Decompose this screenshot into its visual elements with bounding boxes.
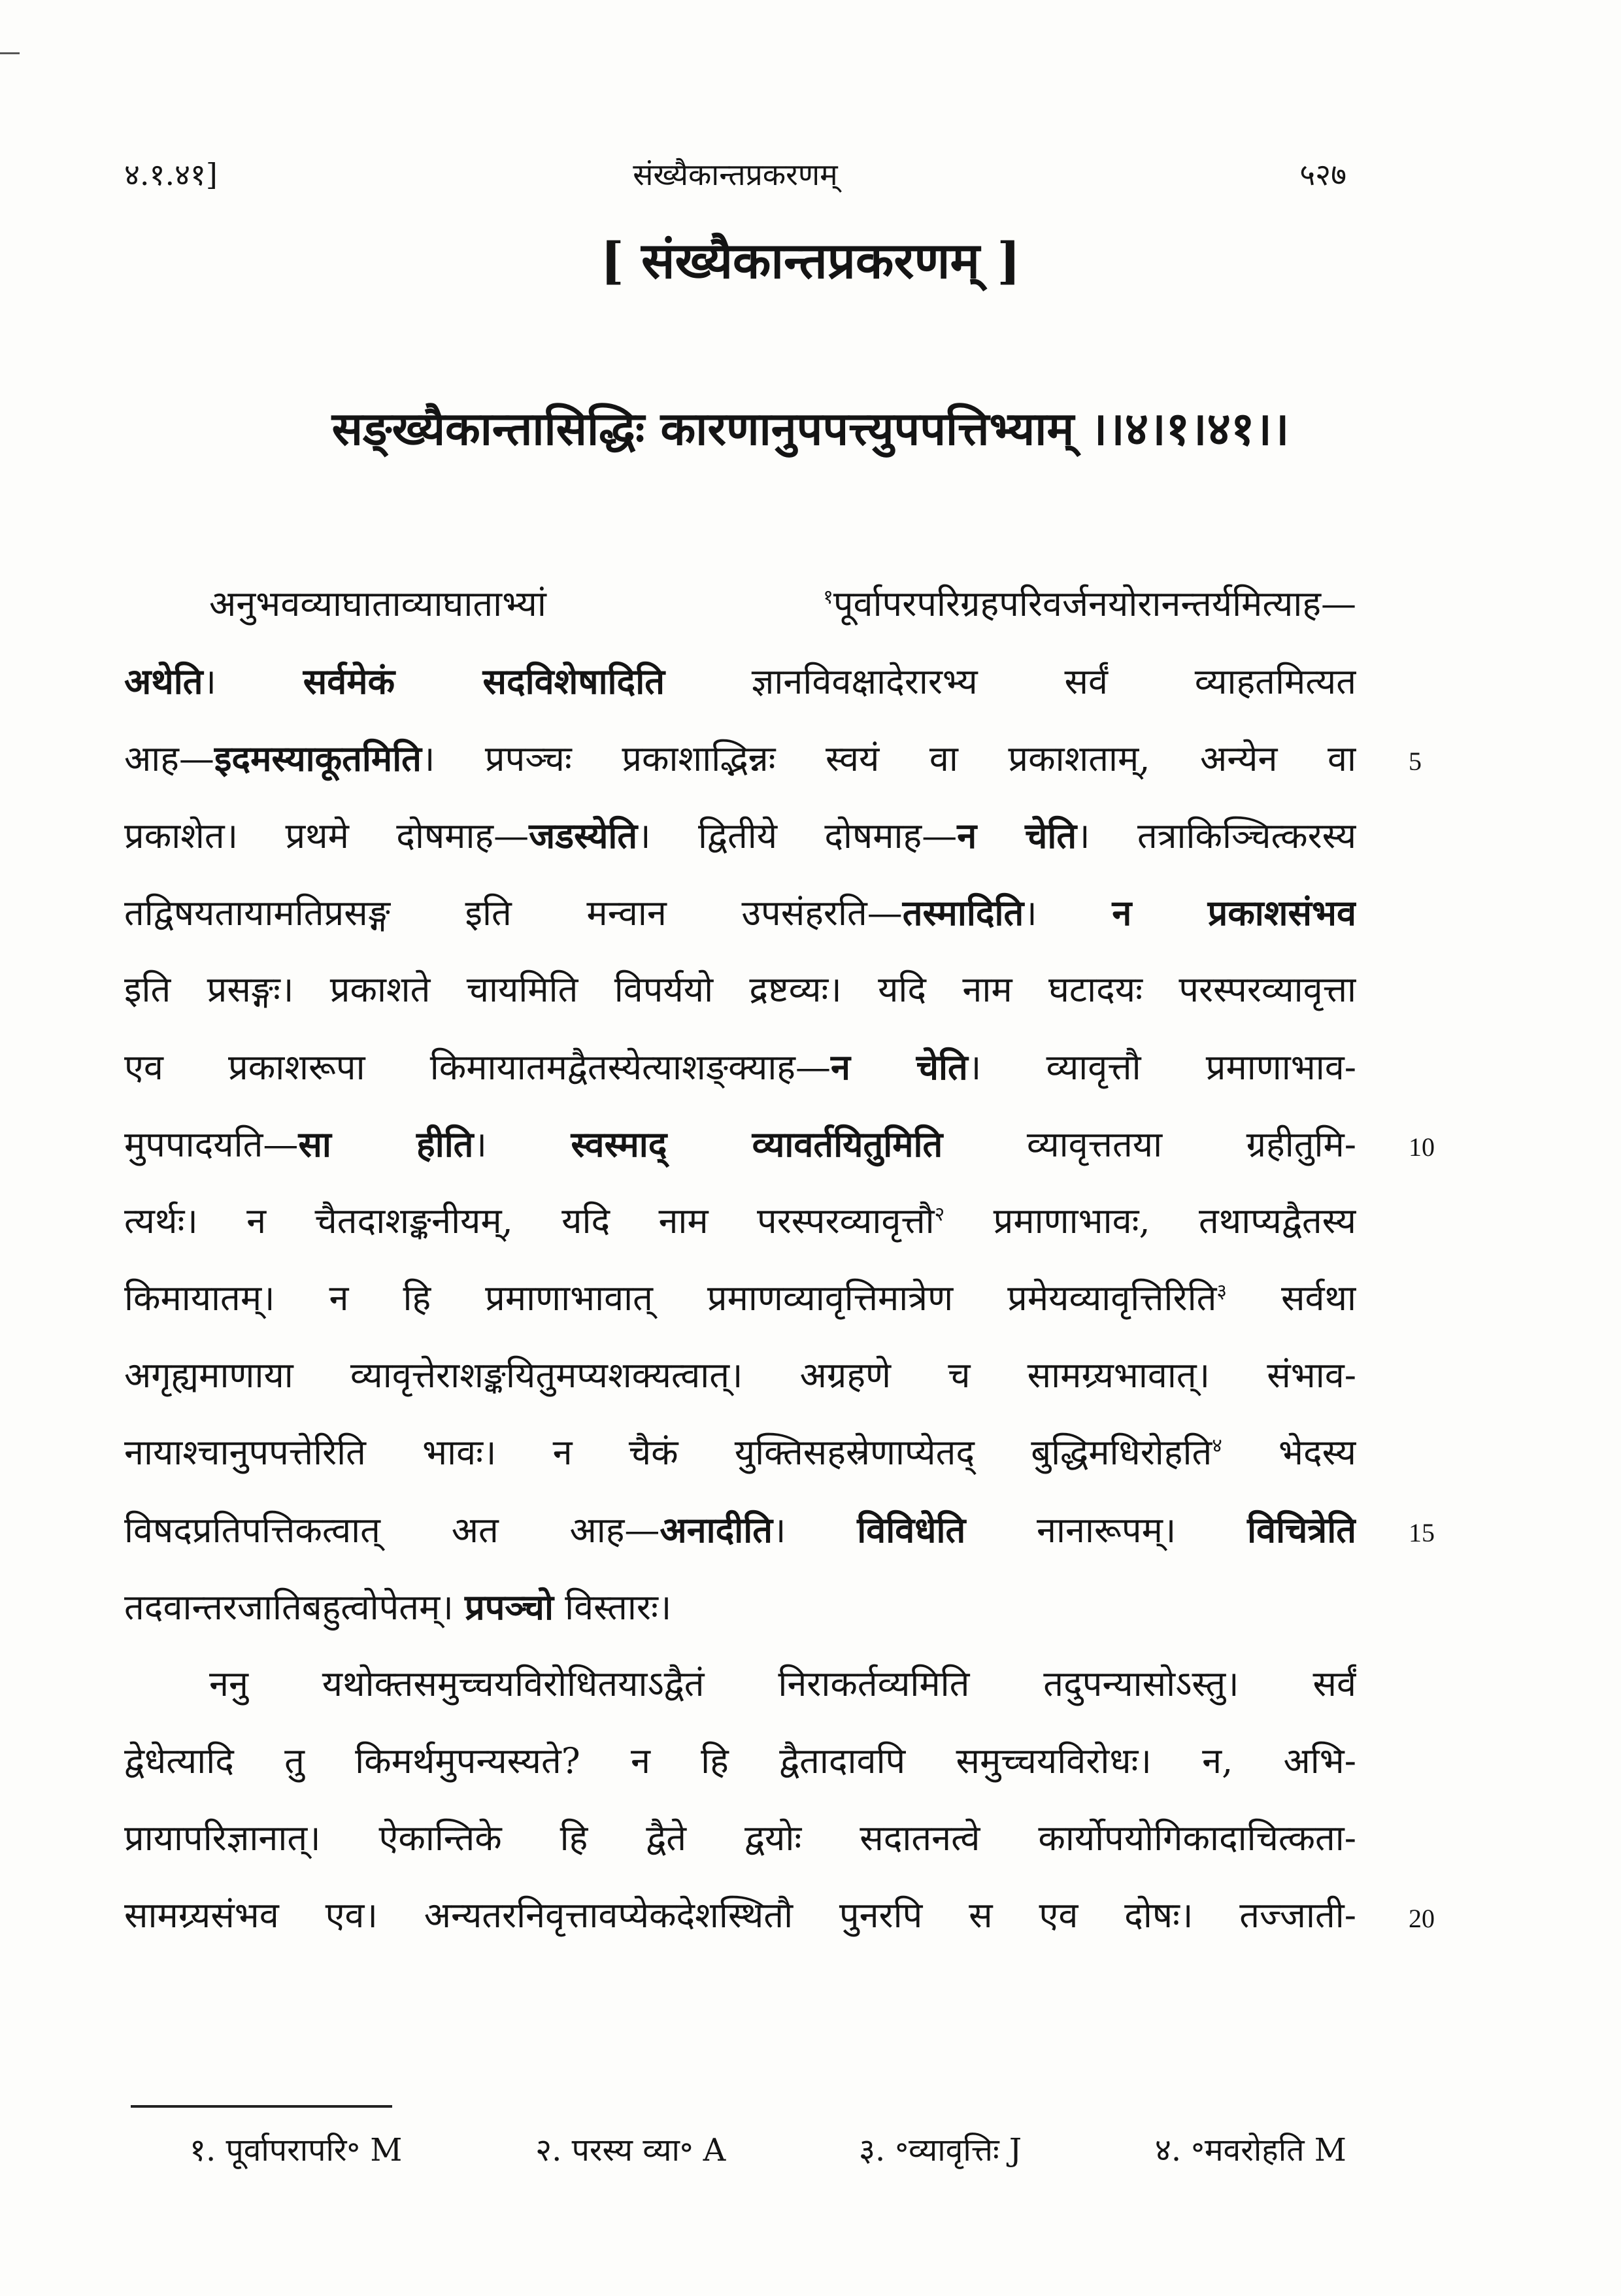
text-segment: तदवान्तरजातिबहुत्वोपेतम्। (124, 1587, 465, 1628)
commentary-body (124, 566, 1356, 1954)
text-line (124, 1646, 1356, 1723)
text-segment: । तत्राकिञ्चित्करस्य (1077, 815, 1356, 856)
text-segment: । प्रपञ्चः प्रकाशाद्भिन्नः स्वयं वा प्रकाशताम्, अन्येन वा (421, 738, 1356, 779)
footnotes (190, 2128, 1346, 2180)
footnote-ref: ४ (1212, 1434, 1222, 1457)
text-line (124, 1723, 1356, 1800)
bold-pratika: तस्मादिति (902, 892, 1024, 934)
text-segment: अनुभवव्याघाताव्याघाताभ्यां (209, 583, 824, 624)
bold-pratika: विविधेति (857, 1509, 966, 1551)
footnote-ref: ३ (1216, 1280, 1227, 1303)
line-number: 5 (1409, 747, 1422, 776)
text-segment: । (203, 661, 303, 702)
text-segment: प्रकाशेत। प्रथमे दोषमाह— (124, 815, 529, 856)
text-segment: व्यावृत्ततया ग्रहीतुमि- (943, 1124, 1356, 1165)
line-number: 10 (1409, 1132, 1435, 1162)
page-number: ५२७ (1299, 157, 1346, 192)
text-segment: प्रमाणाभावः, तथाप्यद्वैतस्य (944, 1200, 1356, 1241)
text-segment: ननु यथोक्तसमुच्चयविरोधितयाऽद्वैतं निराकर्तव्यमिति तदुपन्यासोऽस्तु। सर्वं (209, 1663, 1356, 1704)
text-segment: तद्विषयतायामतिप्रसङ्ग इति मन्वान उपसंहरति— (124, 892, 903, 934)
text-line (124, 643, 1356, 720)
text-line (124, 951, 1356, 1028)
line-number: 15 (1409, 1518, 1435, 1547)
text-line (124, 1028, 1356, 1106)
text-segment: प्रायापरिज्ञानात्। ऐकान्तिके हि द्वैते द्वयोः सदातनत्वे कार्योपयोगिकादाचित्कता- (124, 1817, 1356, 1859)
footnote-ref: १ (823, 586, 833, 609)
text-segment: नानारूपम्। (965, 1510, 1248, 1551)
text-line (124, 797, 1356, 874)
text-segment: । (473, 1124, 571, 1165)
footnote-2: २. परस्य व्या॰ A (535, 2132, 726, 2169)
text-line (124, 1337, 1356, 1414)
text-segment: किमायातम्। न हि प्रमाणाभावात् प्रमाणव्यावृत्तिमात्रेण प्रमेयव्यावृत्तिरिति (124, 1277, 1217, 1319)
text-line (124, 874, 1356, 951)
section-title: [ संख्यैकान्तप्रकरणम् ] (600, 231, 1021, 290)
line-number: 20 (1409, 1904, 1435, 1933)
text-segment: भेदस्य (1222, 1432, 1356, 1473)
text-segment: द्वेधेत्यादि तु किमर्थमुपन्यस्यते? न हि द्वैतादावपि समुच्चयविरोधः। न, अभि- (124, 1740, 1356, 1781)
footnote-1: १. पूर्वापरापरि॰ M (190, 2132, 403, 2169)
bold-pratika: प्रपञ्चो (464, 1586, 554, 1628)
text-segment: पूर्वापरपरिग्रहपरिवर्जनयोरानन्तर्यमित्याह— (833, 583, 1356, 624)
bold-pratika: सा हीति (298, 1123, 474, 1165)
text-line (124, 1414, 1356, 1491)
bold-pratika: न प्रकाशसंभव (1112, 892, 1356, 934)
sutra-heading: सङ्ख्यैकान्तासिद्धिः कारणानुपपत्त्युपपत्तिभ्याम् ।।४।१।४१।। (331, 401, 1290, 456)
text-line (124, 1568, 1356, 1646)
text-segment: । (1024, 892, 1112, 934)
bold-pratika: अनादीति (660, 1509, 773, 1551)
bold-pratika: न चेति (957, 815, 1077, 856)
text-segment: मुपपादयति— (124, 1124, 299, 1165)
footnote-rule (131, 2105, 392, 2108)
text-segment: अगृह्यमाणाया व्यावृत्तेराशङ्कयितुमप्यशक्यत्वात्। अग्रहणे च सामग्र्यभावात्। संभाव- (124, 1355, 1356, 1396)
text-segment: विस्तारः। (553, 1587, 672, 1628)
text-line (124, 1106, 1356, 1183)
text-segment: सर्वथा (1227, 1277, 1356, 1319)
running-head-section-ref: ४.१.४१] (124, 157, 218, 192)
text-segment: । (773, 1510, 858, 1551)
text-segment: इति प्रसङ्गः। प्रकाशते चायमिति विपर्ययो द्रष्टव्यः। यदि नाम घटादयः परस्परव्यावृत्ता (124, 969, 1356, 1010)
bold-pratika: सर्वमेकं सदविशेषादिति (303, 660, 665, 702)
text-line (124, 566, 1356, 643)
text-segment: एव प्रकाशरूपा किमायातमद्वैतस्येत्याशङ्क्याह— (124, 1047, 831, 1088)
bold-pratika: स्वस्माद् व्यावर्तयितुमिति (571, 1123, 943, 1165)
text-segment: विषदप्रतिपत्तिकत्वात् अत आह— (124, 1510, 660, 1551)
text-segment: सामग्र्यसंभव एव। अन्यतरनिवृत्तावप्येकदेशस्थितौ पुनरपि स एव दोषः। तज्जाती- (124, 1895, 1356, 1936)
text-segment: त्यर्थः। न चैतदाशङ्कनीयम्, यदि नाम परस्परव्यावृत्तौ (124, 1200, 935, 1241)
text-line (124, 1491, 1356, 1568)
text-segment: नायाश्चानुपपत्तेरिति भावः। न चैकं युक्तिसहस्रेणाप्येतद् बुद्धिमधिरोहति (124, 1432, 1212, 1473)
text-line (124, 1260, 1356, 1337)
bold-pratika: विचित्रेति (1247, 1509, 1356, 1551)
footnote-4: ४. ॰मवरोहति M (1154, 2132, 1346, 2169)
text-segment: आह— (124, 738, 214, 779)
running-head-title: संख्यैकान्तप्रकरणम् (633, 157, 838, 192)
bold-pratika: इदमस्याकूतमिति (214, 737, 422, 779)
text-line (124, 1800, 1356, 1877)
footnote-3: ३. ॰व्यावृत्तिः J (859, 2132, 1022, 2169)
text-line (124, 720, 1356, 797)
running-head (124, 154, 1346, 199)
text-line (124, 1877, 1356, 1954)
text-segment: । द्वितीये दोषमाह— (637, 815, 958, 856)
bold-pratika: अथेति (124, 660, 203, 702)
text-line (124, 1183, 1356, 1260)
text-segment: । व्यावृत्तौ प्रमाणाभाव- (967, 1047, 1356, 1088)
text-segment: ज्ञानविवक्षादेरारभ्य सर्वं व्याहतमित्यत (665, 661, 1356, 702)
bold-pratika: जडस्येति (529, 815, 638, 856)
bold-pratika: न चेति (830, 1046, 968, 1088)
footnote-ref: २ (934, 1203, 945, 1226)
scan-mark (0, 52, 20, 54)
